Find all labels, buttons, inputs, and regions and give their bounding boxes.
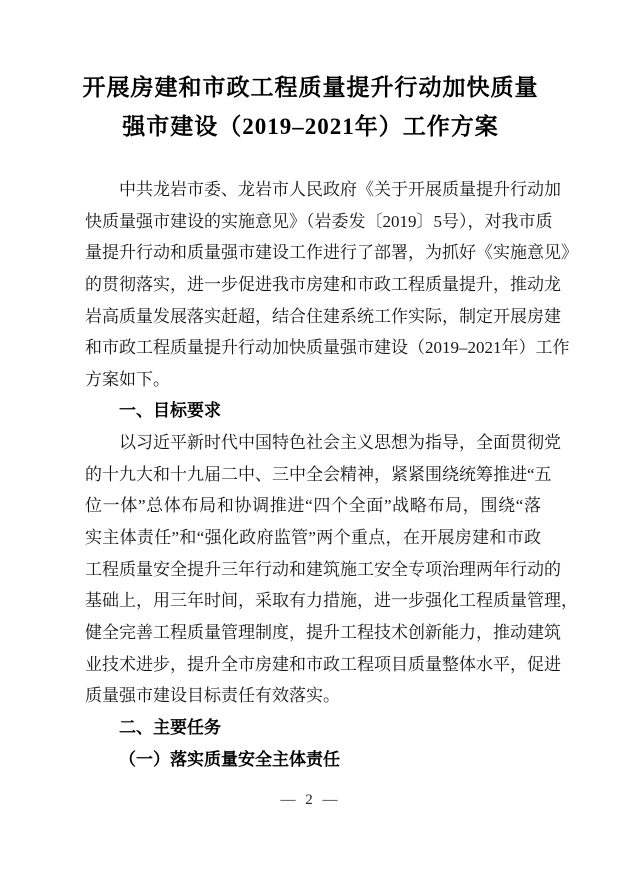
body-line: 质量强市建设目标责任有效落实。 bbox=[85, 686, 340, 706]
body-line: 快质量强市建设的实施意见》（岩委发〔2019〕5号），对我市质 bbox=[85, 211, 553, 231]
body-line: 健全完善工程质量管理制度，提升工程技术创新能力，推动建筑 bbox=[85, 622, 561, 642]
body-line: 中共龙岩市委、龙岩市人民政府《关于开展质量提升行动加 bbox=[119, 180, 561, 199]
body-line: 的贯彻落实，进一步促进我市房建和市政工程质量提升，推动龙 bbox=[85, 274, 561, 294]
body-line: 岩高质量发展落实赶超，结合住建系统工作实际，制定开展房建 bbox=[85, 306, 561, 326]
body-line: 以习近平新时代中国特色社会主义思想为指导，全面贯彻党 bbox=[119, 433, 561, 453]
title-line-1: 开展房建和市政工程质量提升行动加快质量 bbox=[82, 75, 539, 100]
paragraph-intro bbox=[85, 174, 578, 395]
body-line: 基础上，用三年时间，采取有力措施，进一步强化工程质量管理， bbox=[85, 591, 578, 611]
body-line: 和市政工程质量提升行动加快质量强市建设（2019–2021年）工作 bbox=[85, 338, 570, 358]
body-line: 工程质量安全提升三年行动和建筑施工安全专项治理两年行动的 bbox=[85, 559, 561, 579]
paragraph-goal bbox=[85, 427, 578, 712]
body-line: 位一体”总体布局和协调推进“四个全面”战略布局，围绕“落 bbox=[85, 496, 541, 516]
heading-main-tasks: 二、主要任务 bbox=[119, 717, 221, 737]
heading-goal-requirements: 一、目标要求 bbox=[119, 401, 221, 421]
body-line: 方案如下。 bbox=[85, 369, 170, 389]
body-line: 量提升行动和质量强市建设工作进行了部署，为抓好《实施意见》 bbox=[85, 243, 578, 263]
title-line-2: 强市建设（2019–2021年）工作方案 bbox=[122, 114, 499, 139]
document-body bbox=[85, 174, 578, 775]
document-title bbox=[0, 68, 621, 146]
body-line: 实主体责任”和“强化政府监管”两个重点，在开展房建和市政 bbox=[85, 528, 541, 548]
heading-task-1: （一）落实质量安全主体责任 bbox=[119, 749, 340, 769]
page-number: — 2 — bbox=[280, 792, 341, 808]
body-line: 的十九大和十九届二中、三中全会精神，紧紧围绕统筹推进“五 bbox=[85, 464, 552, 484]
body-line: 业技术进步，提升全市房建和市政工程项目质量整体水平，促进 bbox=[85, 654, 561, 674]
